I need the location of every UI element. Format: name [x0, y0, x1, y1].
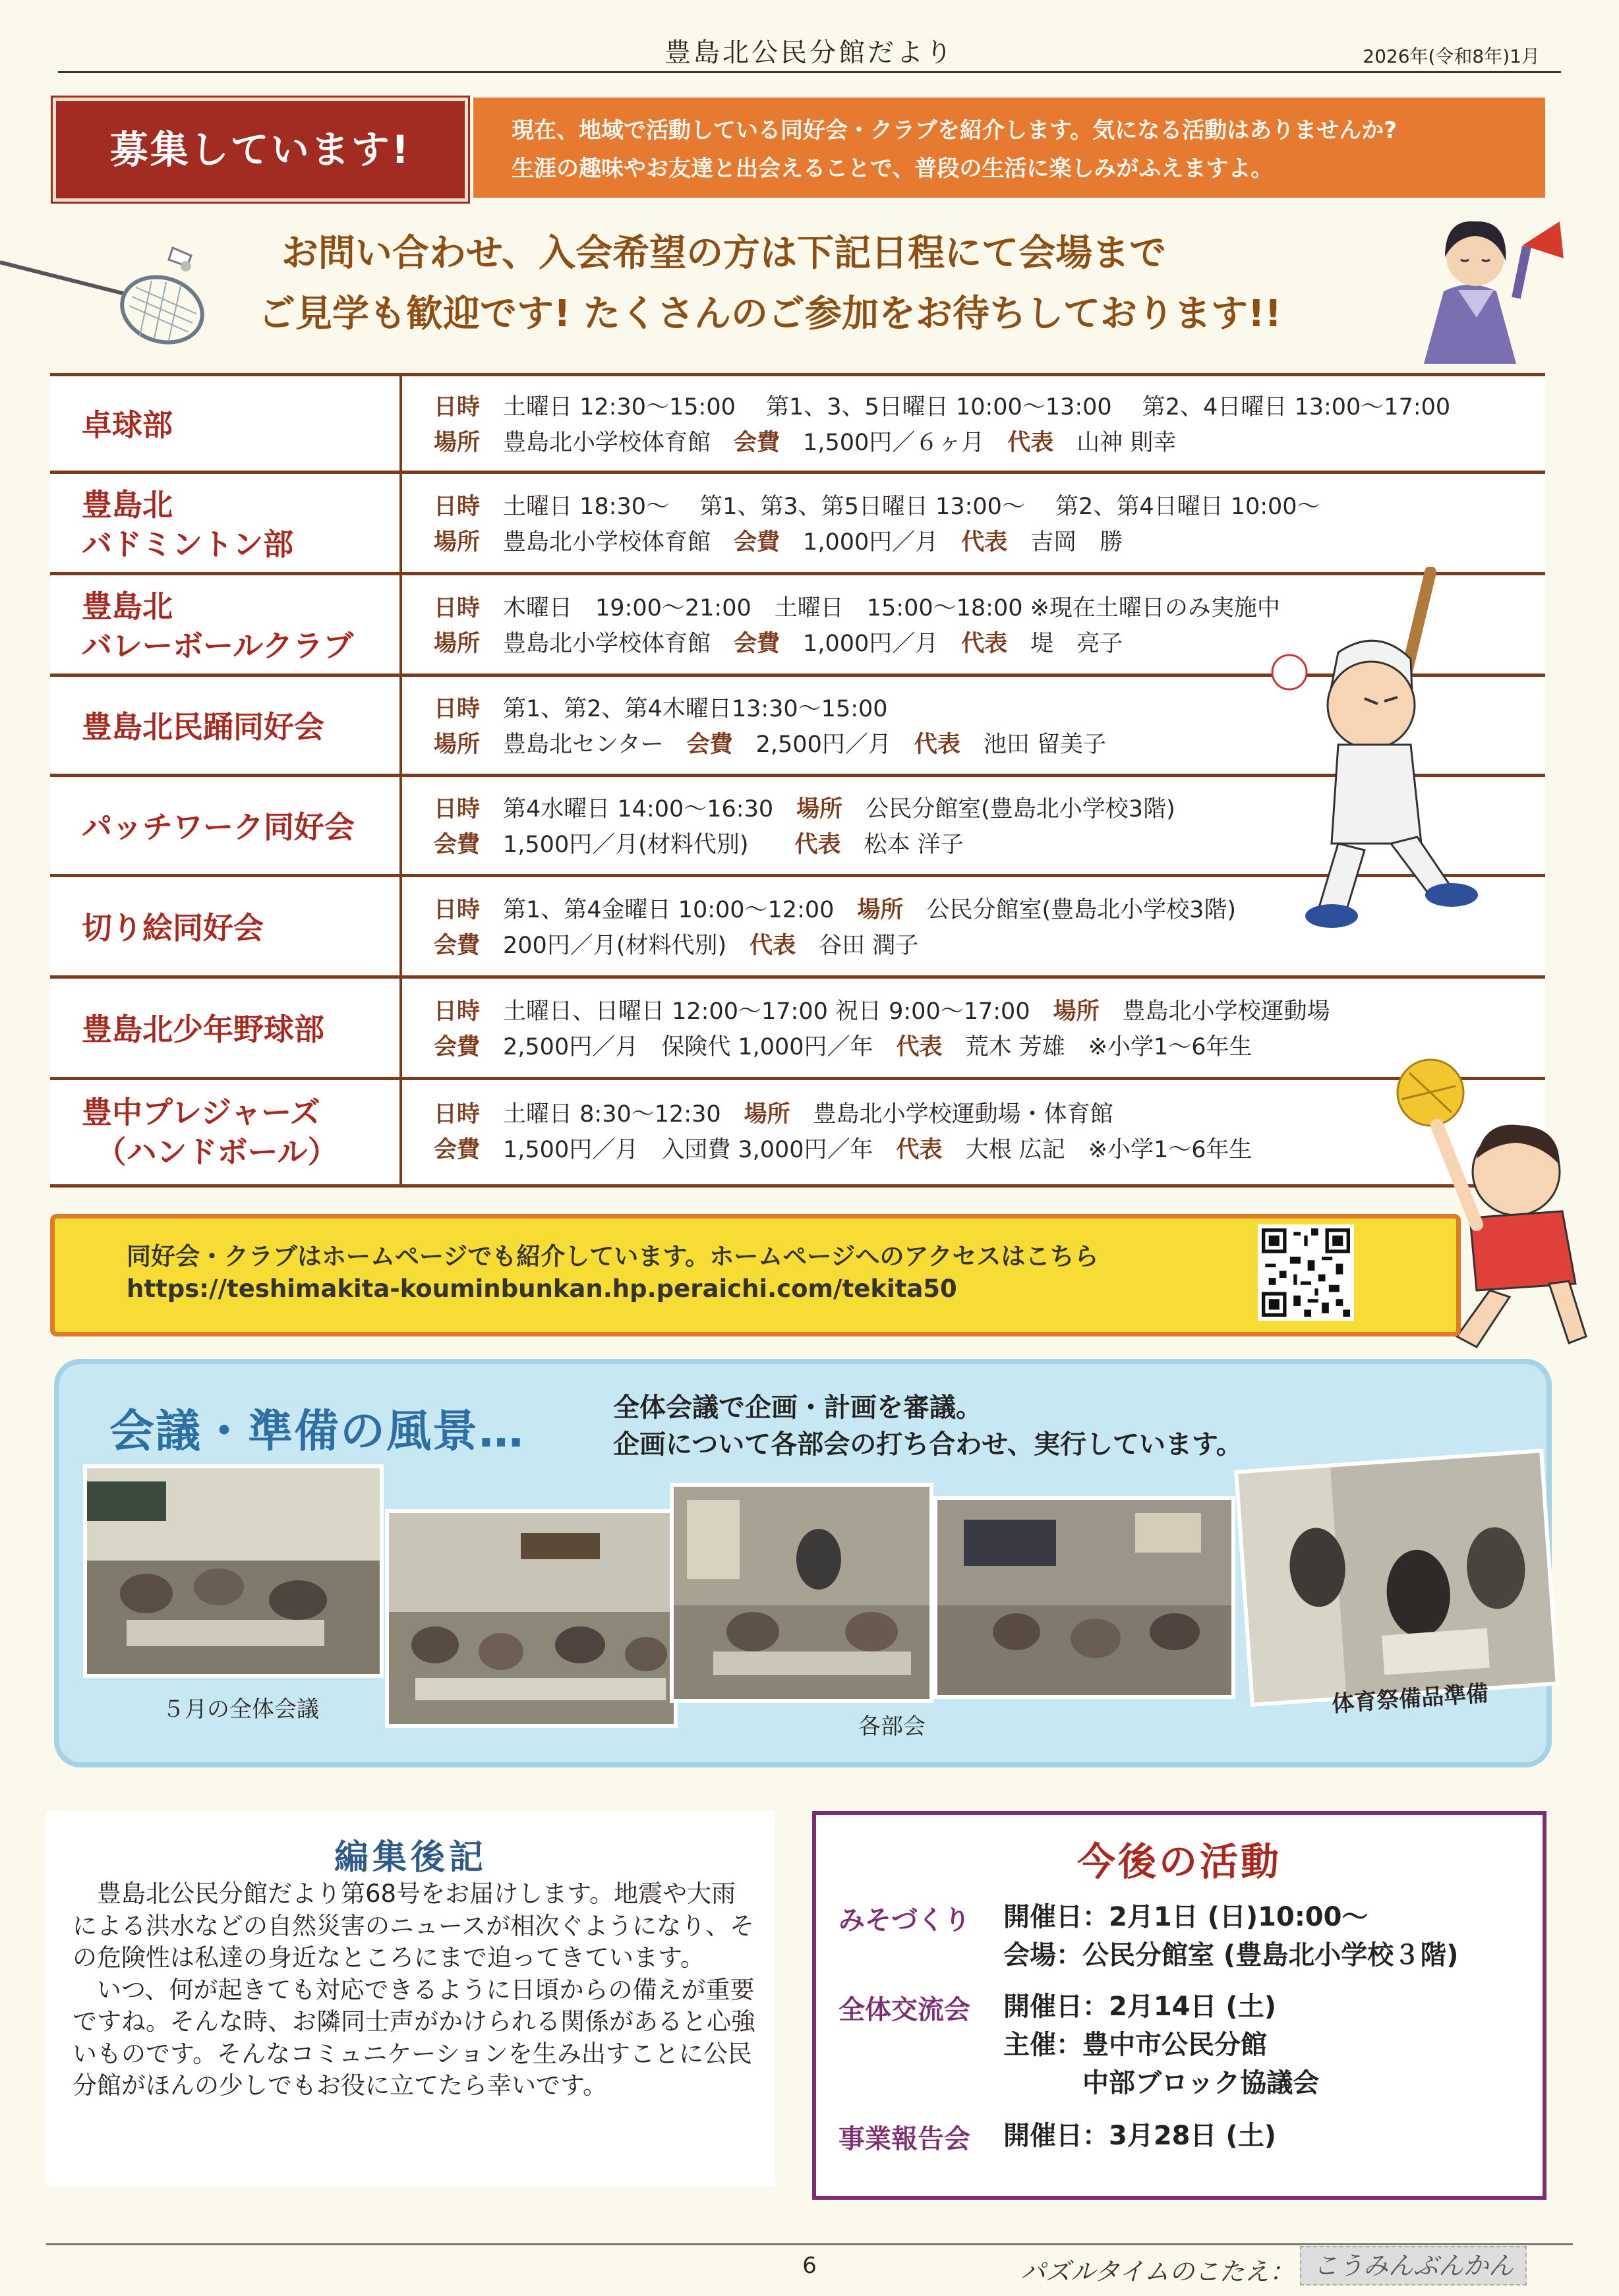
activity-detail-line: 会場：公民分館室 (豊島北小学校３階)	[1003, 1940, 1459, 1970]
club-field-value: 木曜日 19:00〜21:00 土曜日 15:00〜18:00 ※現在土曜日のみ実施中	[480, 595, 1280, 621]
club-field-key: 代表	[961, 529, 1008, 556]
club-field-value: 第1、第4金曜日 10:00〜12:00	[480, 897, 858, 923]
club-details	[434, 777, 1175, 877]
club-detail-line	[434, 489, 1320, 525]
homepage-text: 同好会・クラブはホームページでも紹介しています。ホームページへのアクセスはこちら	[127, 1242, 1099, 1271]
club-details	[434, 979, 1330, 1080]
club-field-value: 1,500円／６ヶ月	[780, 430, 1008, 456]
club-field-key: 日時	[434, 998, 481, 1025]
club-column-divider	[399, 677, 402, 777]
club-name-line: バレーボールクラブ	[82, 628, 354, 664]
club-name-line: バドミントン部	[82, 527, 294, 562]
club-field-value: 大根 広記 ※小学1〜6年生	[942, 1137, 1252, 1163]
club-field-key: 代表	[896, 1034, 943, 1060]
meeting-photo-3-caption: 各部会	[858, 1713, 926, 1740]
club-name-line: 豊島北	[82, 487, 173, 523]
club-column-divider	[399, 474, 402, 575]
activity-name: 事業報告会	[839, 2124, 970, 2154]
club-row	[50, 373, 1545, 474]
club-field-key: 会費	[734, 529, 780, 556]
club-field-value: 松本 洋子	[840, 832, 964, 858]
club-name	[50, 777, 399, 877]
club-field-key: 会費	[734, 631, 780, 657]
club-field-value: 土曜日、日曜日 12:00〜17:00 祝日 9:00〜17:00	[480, 998, 1053, 1025]
meeting-photo-1-scene	[87, 1468, 384, 1678]
headline-line-1: お問い合わせ、入会希望の方は下記日程にて会場まで	[281, 232, 1167, 275]
club-name-line: 豊島北	[82, 588, 173, 624]
club-detail-line	[434, 590, 1280, 626]
club-field-value: 豊島北小学校体育館	[480, 631, 734, 657]
club-field-key: 日時	[434, 494, 481, 520]
club-column-divider	[399, 575, 402, 677]
puzzle-answer-label: パズルタイムのこたえ：	[1020, 2257, 1295, 2286]
club-field-value: 豊島北小学校運動場	[1099, 998, 1330, 1025]
club-field-key: 場所	[796, 796, 843, 822]
club-details	[434, 877, 1236, 979]
qr-code-pattern	[1262, 1228, 1350, 1317]
club-field-key: 場所	[434, 529, 481, 556]
activity-detail-line: 開催日：3月28日 (土)	[1003, 2121, 1276, 2151]
club-field-value: 豊島北小学校体育館	[480, 529, 734, 556]
club-field-value: 豊島北センター	[480, 732, 687, 758]
club-detail-line	[434, 1029, 1330, 1065]
club-name	[50, 979, 399, 1080]
club-name-line: （ハンドボール）	[96, 1134, 338, 1170]
club-field-value: 土曜日 18:30〜 第1、第3、第5日曜日 13:00〜 第2、第4日曜日 10:00〜	[480, 494, 1320, 520]
club-field-key: 会費	[434, 1137, 481, 1163]
editors-note-paragraph-2: いつ、何が起きても対応できるように日頃からの備えが重要ですね。そんな時、お隣同士声がかけられる関係があると心強いものです。そんなコミュニケーションを生み出すことに公民分館がほんの少しでもお役に立てたら幸いです。	[73, 1975, 755, 2100]
club-detail-line	[434, 994, 1330, 1029]
activity-detail-line: 開催日：2月14日 (土)	[1003, 1992, 1276, 2022]
club-field-value: 池田 留美子	[960, 732, 1106, 758]
club-column-divider	[399, 1080, 402, 1184]
intro-line-1: 現在、地域で活動している同好会・クラブを紹介します。気になる活動はありませんか?	[512, 117, 1397, 144]
meeting-photo-2	[385, 1509, 678, 1728]
baseball-player-illustration	[1266, 567, 1543, 936]
club-field-key: 会費	[686, 732, 733, 758]
headline-line-2: ご見学も歓迎です! たくさんのご参加をお待ちしております!!	[258, 293, 1282, 335]
activity-detail-line: 主催：豊中市公民分館	[1003, 2030, 1267, 2060]
club-name	[50, 575, 399, 677]
club-column-divider	[399, 877, 402, 979]
club-field-key: 場所	[744, 1101, 790, 1128]
club-field-key: 場所	[1053, 998, 1100, 1025]
meeting-photo-1-caption: ５月の全体会議	[162, 1696, 319, 1723]
club-detail-line	[434, 691, 1106, 727]
club-field-key: 日時	[434, 696, 481, 722]
club-details	[434, 575, 1280, 677]
club-detail-line	[434, 425, 1450, 461]
club-field-value: 豊島北小学校体育館	[480, 430, 734, 456]
meeting-photo-5-scene	[1238, 1452, 1560, 1707]
club-field-key: 代表	[750, 933, 796, 959]
club-name-line: 切り絵同好会	[82, 910, 264, 946]
club-column-divider	[399, 376, 402, 474]
club-field-value: 吉岡 勝	[1007, 529, 1123, 556]
club-name	[50, 877, 399, 979]
newsletter-title: 豊島北公民分館だより	[664, 38, 955, 68]
meeting-title: 会議・準備の風景…	[109, 1406, 525, 1458]
page-number: 6	[802, 2253, 817, 2279]
club-field-value: 堤 亮子	[1007, 631, 1123, 657]
club-field-value: 1,000円／月	[780, 529, 962, 556]
homepage-url-link[interactable]: https://teshimakita-kouminbunkan.hp.peraichi.com/tekita50	[127, 1275, 957, 1303]
meeting-photo-2-scene	[389, 1513, 678, 1728]
club-field-value: 2,500円／月 保険代 1,000円／年	[480, 1034, 897, 1060]
meeting-photo-4	[933, 1496, 1235, 1699]
club-field-value: 公民分館室(豊島北小学校3階)	[903, 897, 1237, 923]
meeting-description-2: 企画について各部会の打ち合わせ、実行しています。	[613, 1429, 1243, 1460]
club-field-value: 荒木 芳雄 ※小学1〜6年生	[942, 1034, 1252, 1060]
club-field-value: 山神 則幸	[1053, 430, 1177, 456]
activity-details	[1003, 1988, 1319, 2102]
activity-name: 全体交流会	[839, 1995, 970, 2025]
club-detail-line	[434, 727, 1106, 762]
club-field-key: 会費	[734, 430, 780, 456]
club-field-key: 会費	[434, 1034, 481, 1060]
activity-details	[1003, 1898, 1459, 1974]
club-name-line: 豊島北少年野球部	[82, 1012, 324, 1047]
club-field-key: 会費	[434, 933, 481, 959]
club-details	[434, 1080, 1252, 1184]
club-name-line: パッチワーク同好会	[82, 809, 355, 845]
puzzle-answer: こうみんぶんかん	[1300, 2246, 1527, 2285]
club-column-divider	[399, 979, 402, 1080]
club-field-value: 土曜日 12:30〜15:00 第1、3、5日曜日 10:00〜13:00 第2、4日曜日 13:00〜17:00	[480, 394, 1451, 420]
club-field-value: 豊島北小学校運動場・体育館	[790, 1101, 1113, 1128]
activity-details	[1003, 2117, 1276, 2155]
club-field-key: 日時	[434, 897, 481, 923]
club-field-key: 場所	[434, 732, 481, 758]
club-name-line: 豊中プレジャーズ	[82, 1095, 320, 1130]
meeting-photo-3	[670, 1483, 933, 1703]
club-detail-line	[434, 892, 1236, 928]
club-detail-line	[434, 389, 1450, 425]
club-field-value: 谷田 潤子	[796, 933, 919, 959]
meeting-photo-3-scene	[674, 1487, 933, 1703]
club-field-key: 日時	[434, 595, 481, 621]
meeting-photo-1	[83, 1464, 384, 1678]
club-field-key: 会費	[434, 832, 481, 858]
club-field-key: 日時	[434, 394, 481, 420]
club-field-key: 場所	[857, 897, 904, 923]
activity-name: みそづくり	[839, 1905, 970, 1936]
club-detail-line	[434, 525, 1320, 560]
footer-divider	[46, 2243, 1573, 2245]
club-details	[434, 677, 1106, 777]
editors-note-paragraph-1: 豊島北公民分館だより第68号をお届けします。地震や大雨による洪水などの自然災害のニュースが相次ぐようになり、その危険性は私達の身近なところにまで迫ってきています。	[73, 1880, 755, 1972]
meeting-photo-4-scene	[937, 1500, 1235, 1699]
activity-detail-line: 開催日：2月1日 (日)10:00〜	[1003, 1902, 1369, 1932]
meeting-photo-5	[1234, 1449, 1560, 1707]
club-field-value: 1,500円／月(材料代別)	[480, 832, 795, 858]
club-row	[50, 1077, 1545, 1188]
meeting-photo-5-caption: 体育祭備品準備	[1331, 1680, 1490, 1718]
club-field-value: 土曜日 8:30〜12:30	[480, 1101, 744, 1128]
club-details	[434, 376, 1450, 474]
club-detail-line	[434, 626, 1280, 662]
club-name-line: 豊島北民踊同好会	[82, 709, 324, 745]
recruit-label: 募集しています!	[109, 127, 411, 172]
club-field-key: 代表	[794, 832, 841, 858]
club-field-key: 日時	[434, 1101, 481, 1128]
club-field-value: 200円／月(材料代別)	[480, 933, 750, 959]
dancer-illustration	[1398, 206, 1569, 364]
club-row	[50, 975, 1545, 1080]
club-name-line: 卓球部	[82, 407, 173, 443]
club-field-value: 第1、第2、第4木曜日13:30〜15:00	[480, 696, 888, 722]
editors-note-title: 編集後記	[334, 1838, 487, 1878]
qr-code[interactable]	[1258, 1224, 1354, 1321]
club-row	[50, 471, 1545, 575]
club-field-value: 2,500円／月	[732, 732, 914, 758]
club-field-value: 第4水曜日 14:00〜16:30	[480, 796, 797, 822]
club-name	[50, 376, 399, 474]
club-field-value: 1,000円／月	[780, 631, 962, 657]
editors-note-body	[73, 1878, 758, 2102]
meeting-description-1: 全体会議で企画・計画を審議。	[613, 1392, 982, 1423]
club-field-value: 公民分館室(豊島北小学校3階)	[842, 796, 1175, 822]
issue-date: 2026年(令和8年)1月	[1363, 45, 1540, 67]
activity-detail-line: 中部ブロック協議会	[1003, 2068, 1320, 2098]
club-column-divider	[399, 777, 402, 877]
club-detail-line	[434, 928, 1236, 963]
club-detail-line	[434, 1132, 1252, 1168]
club-detail-line	[434, 827, 1175, 863]
club-field-key: 代表	[1007, 430, 1054, 456]
club-field-key: 場所	[434, 430, 481, 456]
club-field-key: 代表	[896, 1137, 943, 1163]
club-field-value: 1,500円／月 入団費 3,000円／年	[480, 1137, 897, 1163]
club-detail-line	[434, 791, 1175, 827]
club-field-key: 代表	[961, 631, 1008, 657]
upcoming-activities-title: 今後の活動	[1076, 1839, 1281, 1884]
club-detail-line	[434, 1097, 1252, 1132]
club-field-key: 代表	[914, 732, 960, 758]
club-field-key: 場所	[434, 631, 481, 657]
club-name	[50, 1080, 399, 1184]
club-details	[434, 474, 1320, 575]
club-name	[50, 474, 399, 575]
header-divider	[58, 71, 1561, 73]
club-name	[50, 677, 399, 777]
intro-line-2: 生涯の趣味やお友達と出会えることで、普段の生活に楽しみがふえますよ。	[512, 156, 1274, 182]
club-field-key: 日時	[434, 796, 481, 822]
